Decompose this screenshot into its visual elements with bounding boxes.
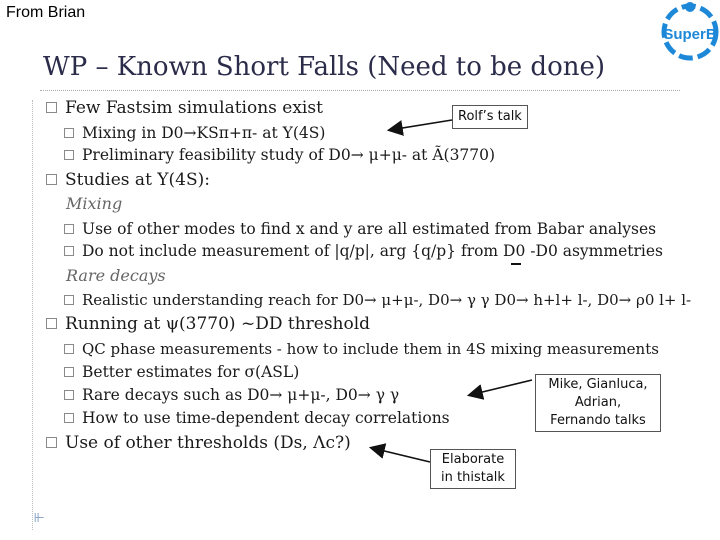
bullet-text: Few Fastsim simulations exist: [65, 98, 323, 118]
nav-chevron-icon[interactable]: ⫦: [34, 506, 45, 527]
bullet-text: Rare decays such as D0→ μ+μ-, D0→ γ γ: [82, 386, 400, 404]
callout-rolf-talk: Rolf’s talk: [452, 105, 528, 129]
bullet-text: Preliminary feasibility study of D0→ μ+μ- at Ã(3770): [82, 146, 496, 164]
bullet-text: Running at ψ(3770) ~DD threshold: [65, 314, 371, 334]
callout-line: Adrian,: [574, 395, 622, 410]
page-title: WP – Known Short Falls (Need to be done): [43, 52, 606, 82]
bullet-text: Realistic understanding reach for D0→ μ+μ-, D0→ γ γ D0→ h+l+ l-, D0→ ρ0 l+ l-: [82, 291, 692, 309]
bullet-text: Mixing in D0→KSπ+π- at Υ(4S): [82, 124, 326, 142]
bullet-text: Use of other modes to find x and y are all estimated from Babar analyses: [82, 220, 657, 238]
arrow-elaborate: [372, 448, 430, 462]
section-label-rare: Rare decays: [66, 266, 166, 285]
bullet-text: Better estimates for σ(ASL): [82, 363, 300, 381]
section-label-mixing: Mixing: [66, 194, 123, 213]
callout-line: Mike, Gianluca,: [548, 377, 648, 392]
bullet-text: Use of other thresholds (Ds, Λc?): [65, 433, 351, 453]
corner-note: From Brian: [6, 4, 86, 21]
callout-line: in thistalk: [441, 470, 505, 485]
bullet-text: Studies at Υ(4S):: [65, 170, 210, 190]
logo-text: SuperB: [663, 26, 717, 43]
arrow-mike: [470, 380, 532, 395]
callout-line: Elaborate: [441, 452, 505, 467]
bullet-text: QC phase measurements - how to include them in 4S mixing measurements: [82, 340, 659, 358]
callout-line: Fernando talks: [550, 413, 646, 428]
bullet-text: Do not include measurement of |q/p|, arg {q/p} from D0 -D0 asymmetries: [82, 242, 663, 260]
arrow-rolf: [390, 120, 452, 130]
bullet-text: How to use time-dependent decay correlations: [82, 409, 450, 427]
